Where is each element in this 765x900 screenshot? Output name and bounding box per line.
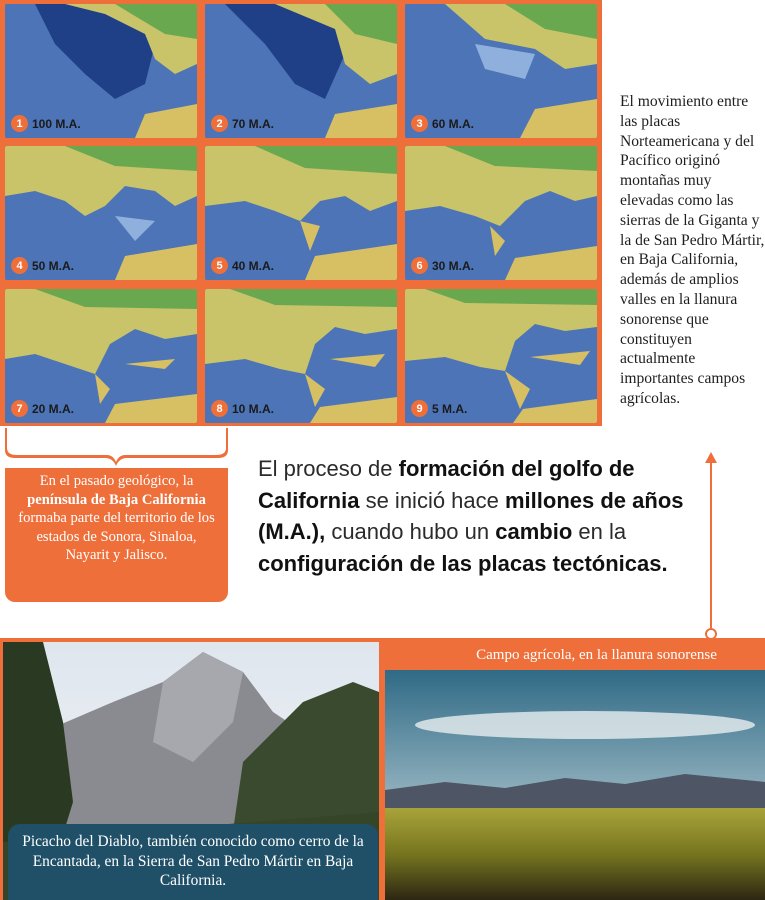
map-age: 100 M.A. [32, 116, 81, 131]
map-age: 40 M.A. [232, 258, 275, 273]
map-1 [5, 4, 197, 138]
map-number: 9 [411, 400, 428, 417]
plates-movement-text: El movimiento entre las placas Norteamericana y del Pacífico originó montañas muy elevadas como las sierras de la Giganta y la de San Pedro Mártir, en Baja California, además de amplios valles en la llanura sonorense que constituyen actualmente importantes campos agrícolas. [620, 93, 765, 407]
callout-bold: península de Baja California [27, 491, 206, 508]
map-6 [405, 146, 597, 280]
arrow-up-icon [705, 452, 717, 463]
map-5 [205, 146, 397, 280]
map-age: 70 M.A. [232, 116, 275, 131]
main-bold-part: cambio [495, 519, 573, 544]
map-age: 60 M.A. [432, 116, 475, 131]
main-text-part: cuando hubo un [325, 519, 496, 544]
brace-connector [5, 428, 228, 468]
map-label [11, 257, 74, 274]
paleogeographic-map-grid [0, 0, 602, 426]
main-text-part: se inició hace [359, 487, 505, 513]
map-number: 6 [411, 257, 428, 274]
callout-text: formaba parte del territorio de los estados de Sonora, Sinaloa, Nayarit y Jalisco. [18, 510, 215, 563]
map-number: 5 [211, 257, 228, 274]
field-caption: Campo agrícola, en la llanura sonorense [428, 640, 765, 670]
map-label [411, 400, 467, 417]
map-age: 30 M.A. [432, 258, 475, 273]
map-number: 4 [11, 257, 28, 274]
map-8 [205, 289, 397, 423]
map-label [211, 257, 274, 274]
map-2 [205, 4, 397, 138]
map-label [411, 257, 474, 274]
map-age: 5 M.A. [432, 401, 468, 416]
map-7 [5, 289, 197, 423]
main-bold-part: millones de años (M.A.), [258, 487, 684, 544]
main-bold-part: formación del golfo de California [258, 456, 635, 513]
map-number: 2 [211, 115, 228, 132]
map-number: 7 [11, 400, 28, 417]
map-age: 10 M.A. [232, 401, 275, 416]
map-label [211, 115, 274, 132]
main-statement [258, 453, 698, 579]
map-9 [405, 289, 597, 423]
map-label [11, 400, 74, 417]
arrow-line [710, 462, 712, 632]
map-age: 20 M.A. [32, 401, 75, 416]
map-label [11, 115, 81, 132]
map-4 [5, 146, 197, 280]
map-3 [405, 4, 597, 138]
map-label [211, 400, 274, 417]
map-label [411, 115, 474, 132]
geological-past-callout [5, 430, 228, 602]
field-photo [385, 670, 765, 900]
map-number: 8 [211, 400, 228, 417]
map-number: 1 [11, 115, 28, 132]
map-number: 3 [411, 115, 428, 132]
mountain-caption: Picacho del Diablo, también conocido como cerro de la Encantada, en la Sierra de San Pedro Mártir en Baja California. [8, 824, 378, 900]
main-text-part: El proceso de [258, 456, 399, 481]
map-age: 50 M.A. [32, 258, 75, 273]
main-bold-part: configuración de las placas tectónicas. [258, 550, 668, 576]
main-text-part: en la [572, 519, 627, 544]
callout-text: En el pasado geológico, la [39, 473, 194, 489]
